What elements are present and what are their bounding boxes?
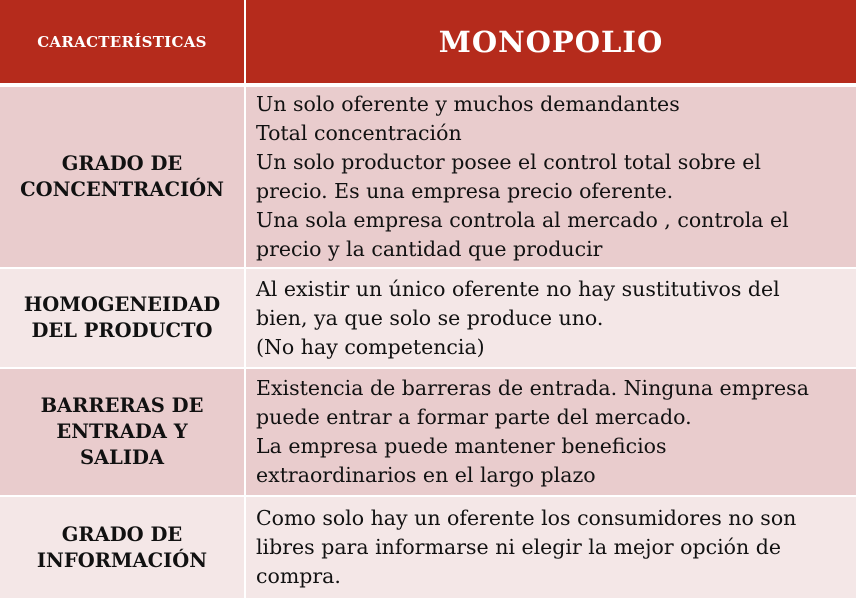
- text-line: Como solo hay un oferente los consumidores no son: [256, 506, 797, 530]
- row-text-homogeneity: [246, 269, 856, 369]
- label-line: GRADO DE: [61, 522, 183, 546]
- text-line: Una sola empresa controla al mercado , controla el: [256, 208, 789, 232]
- header-row: [0, 0, 856, 87]
- text-line: compra.: [256, 564, 341, 588]
- label-line: CONCENTRACIÓN: [20, 178, 224, 201]
- row-text-information: [246, 497, 856, 600]
- text-line: Un solo productor posee el control total sobre el: [256, 150, 761, 174]
- text-line: La empresa puede mantener beneficios: [256, 434, 667, 458]
- row-label-barriers: [0, 369, 246, 497]
- table-row: [0, 87, 856, 269]
- row-label-homogeneity: [0, 269, 246, 369]
- row-text-barriers: [246, 369, 856, 497]
- row-label-information: [0, 497, 246, 600]
- table-row: [0, 369, 856, 497]
- label-line: BARRERAS DE: [40, 394, 204, 417]
- text-line: Existencia de barreras de entrada. Ninguna empresa: [256, 376, 809, 400]
- row-label-concentration: [0, 87, 246, 269]
- table-row: [0, 497, 856, 600]
- text-line: Total concentración: [256, 121, 462, 145]
- label-line: INFORMACIÓN: [36, 548, 208, 572]
- text-line: puede entrar a formar parte del mercado.: [256, 405, 692, 429]
- row-text-concentration: [246, 87, 856, 269]
- label-line: DEL PRODUCTO: [31, 319, 213, 342]
- label-line: HOMOGENEIDAD: [23, 293, 221, 316]
- label-line: GRADO DE: [61, 152, 183, 175]
- text-line: precio. Es una empresa precio oferente.: [256, 179, 674, 203]
- text-line: bien, ya que solo se produce uno.: [256, 305, 604, 330]
- header-characteristics: CARACTERÍSTICAS: [0, 0, 246, 87]
- label-line: SALIDA: [79, 446, 165, 469]
- text-line: precio y la cantidad que producir: [256, 237, 603, 261]
- text-line: libres para informarse ni elegir la mejor opción de: [256, 535, 781, 559]
- text-line: extraordinarios en el largo plazo: [256, 463, 596, 487]
- label-line: ENTRADA Y: [56, 420, 188, 443]
- table-row: [0, 269, 856, 369]
- text-line: Un solo oferente y muchos demandantes: [256, 92, 680, 116]
- text-line: (No hay competencia): [256, 334, 485, 359]
- header-monopolio: MONOPOLIO: [246, 0, 856, 87]
- text-line: Al existir un único oferente no hay sustitutivos del: [256, 276, 780, 301]
